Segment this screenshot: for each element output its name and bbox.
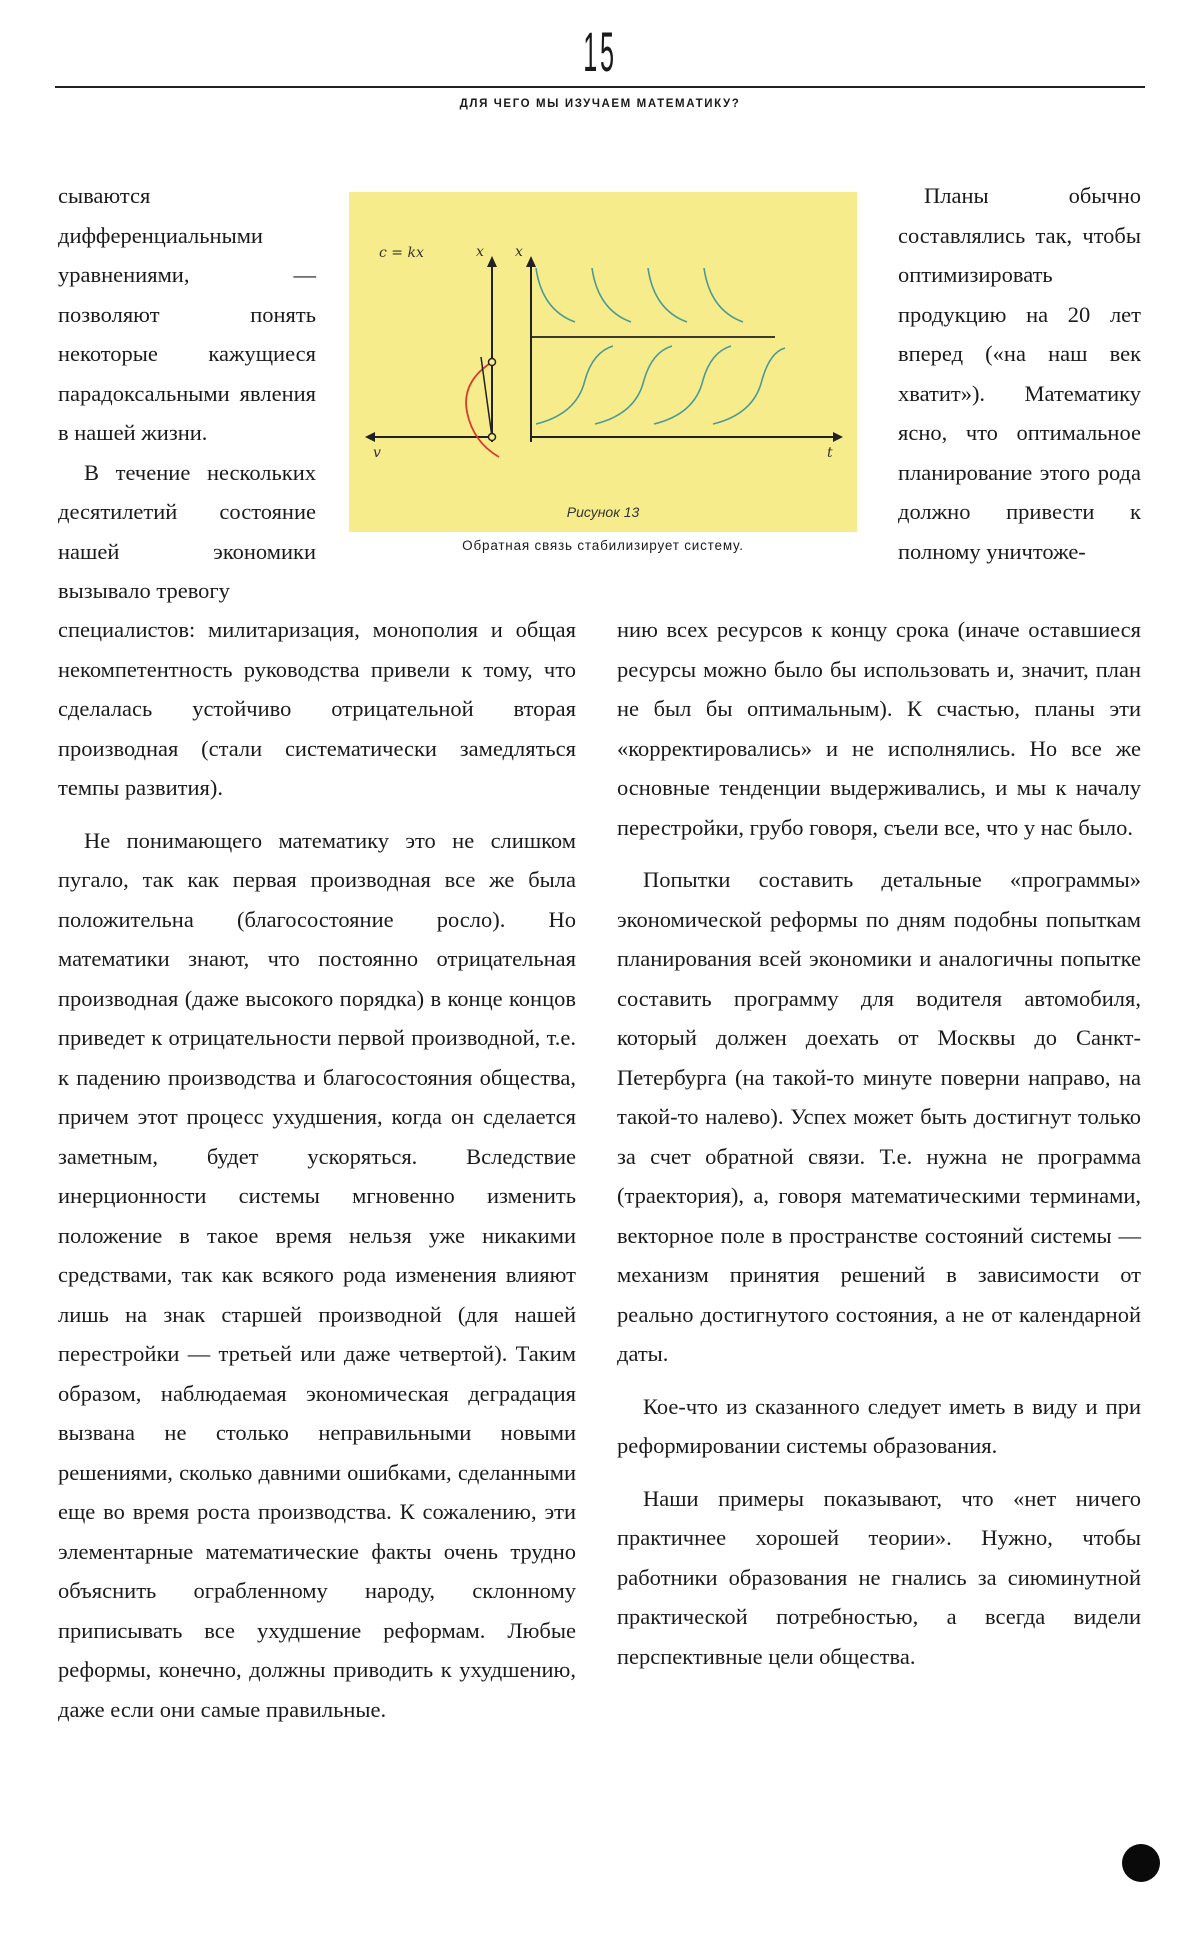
right-bottom-paragraph-1: нию всех ресурсов к концу срока (иначе оставшиеся ресурсы можно было бы использовать и, значит, план не был бы оптимальным). К счастью, планы эти «корректировались» и не исполнялись. Но все же основные тенденции выдерживались, и мы к началу перестройки, грубо говоря, съели все, что у нас было. — [617, 617, 1141, 840]
trajectory-lower-4 — [713, 348, 785, 424]
trajectory-lower-1 — [536, 346, 613, 424]
state-point-lower — [489, 434, 496, 441]
page-corner-dot — [1122, 1844, 1160, 1882]
left-column-top — [58, 176, 316, 611]
figure-caption: Обратная связь стабилизирует систему. — [462, 538, 744, 553]
v-label: v — [373, 445, 381, 461]
state-point-upper — [489, 359, 496, 366]
formula-c-equals-kx: c = kx — [379, 245, 424, 261]
x-label-right: x — [515, 244, 523, 260]
trajectory-lower-3 — [654, 346, 731, 424]
figure-13 — [349, 192, 857, 532]
lower-trajectories — [536, 346, 785, 424]
v-axis-arrow — [365, 432, 375, 442]
right-bottom-paragraph-2: Попытки составить детальные «программы» экономической реформы по дням подобны попыткам планирования всей экономики и аналогичны попытке составить программу для водителя автомобиля, который должен доехать от Москвы до Санкт-Петербурга (на такой-то минуте поверни направо, на такой-то налево). Успех может быть достигнут только за счет обратной связи. Т.е. нужна не программа (траектория), а, говоря математическими терминами, векторное поле в пространстве состояний системы — механизм принятия решений в зависимости от реально достигнутого состояния, а не от календарной даты. — [617, 867, 1141, 1366]
right-column-top — [898, 176, 1141, 571]
running-head: ДЛЯ ЧЕГО МЫ ИЗУЧАЕМ МАТЕМАТИКУ? — [459, 98, 741, 110]
right-column-bottom — [617, 610, 1141, 1676]
left-column-bottom — [58, 610, 576, 1729]
t-axis-arrow — [833, 432, 843, 442]
trajectory-upper-3 — [648, 268, 687, 322]
trajectory-upper-4 — [704, 268, 743, 322]
right-bottom-paragraph-3: Кое-что из сказанного следует иметь в виду и при реформировании системы образования. — [617, 1393, 1141, 1458]
x-label-left: x — [476, 244, 484, 260]
right-bottom-paragraph-4: Наши примеры показывают, что «нет ничего практичнее хорошей теории». Нужно, чтобы работники образования не гнались за сиюминутной практической потребностью, а всегда видели перспективные цели общества. — [617, 1485, 1141, 1669]
x-axis-left-arrow — [487, 256, 497, 267]
header-rule — [55, 86, 1145, 88]
left-top-paragraph-2: В течение нескольких десятилетий состояние нашей экономики вызывало тревогу — [58, 459, 316, 603]
right-top-paragraph-1: Планы обычно составлялись так, чтобы оптимизировать продукцию на 20 лет вперед («на наш век хватит»). Математику ясно, что оптимальное планирование этого рода должно привести к полному уничтоже- — [898, 183, 1141, 564]
page-number: 15 — [583, 20, 617, 83]
feedback-segment — [481, 357, 492, 437]
left-top-paragraph-1: сываются дифференциальными уравнениями, — позволяют понять некоторые кажущиеся парадоксальными явления в нашей жизни. — [58, 183, 316, 445]
trajectory-upper-1 — [536, 268, 575, 322]
figure-number-label: Рисунок 13 — [566, 504, 640, 520]
feedback-diagram — [349, 192, 857, 532]
t-label: t — [827, 445, 833, 461]
upper-trajectories — [536, 268, 743, 322]
red-feedback-curve — [466, 362, 499, 457]
x-axis-right-arrow — [526, 256, 536, 267]
left-bottom-paragraph-1: специалистов: милитаризация, монополия и общая некомпетентность руководства привели к тому, что сделалась устойчиво отрицательной вторая производная (стали систематически замедляться темпы развития). — [58, 617, 576, 800]
trajectory-upper-2 — [592, 268, 631, 322]
trajectory-lower-2 — [595, 346, 672, 424]
left-bottom-paragraph-2: Не понимающего математику это не слишком пугало, так как первая производная все же была положительна (благосостояние росло). Но математики знают, что постоянно отрицательная производная (даже высокого порядка) в конце концов приведет к отрицательности первой производной, т.е. к падению производства и благосостояния общества, причем этот процесс ухудшения, когда он сделается заметным, будет ускоряться. Вследствие инерционности системы мгновенно изменить положение в такое время нельзя уже никакими средствами, так как всякого рода изменения влияют лишь на знак старшей производной (для нашей перестройки — третьей или даже четвертой). Таким образом, наблюдаемая экономическая деградация вызвана не столько неправильными новыми решениями, сколько давними ошибками, сделанными еще во время роста производства. К сожалению, эти элементарные математические факты очень трудно объяснить ограбленному народу, склонному приписывать все ухудшение реформам. Любые реформы, конечно, должны приводить к ухудшению, даже если они самые правильные. — [58, 827, 576, 1722]
